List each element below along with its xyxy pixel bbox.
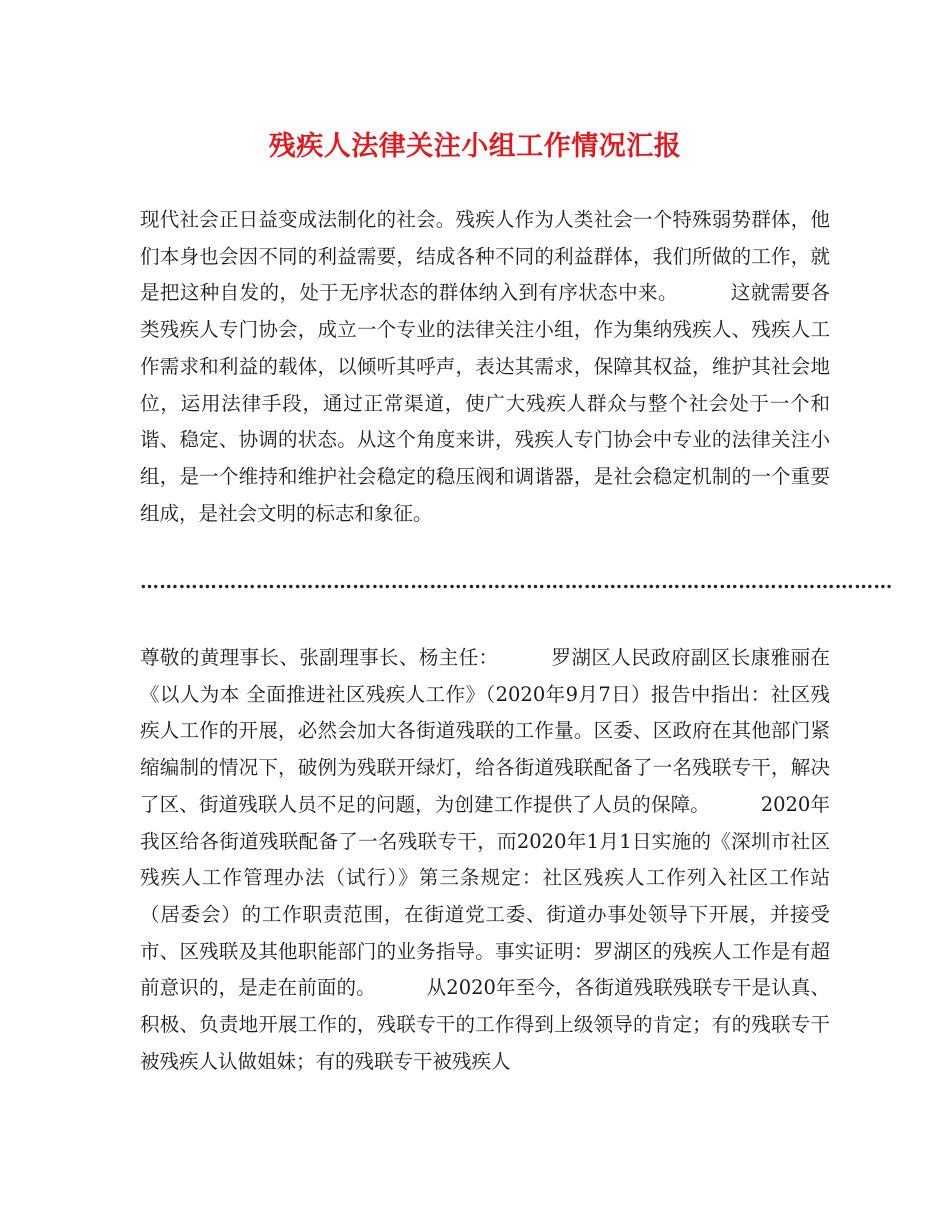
report-paragraph: 尊敬的黄理事长、张副理事长、杨主任： 罗湖区人民政府副区长康雅丽在《以人为本 全面推进社区残疾人工作》（2020年9月7日）报告中指出：社区残疾人工作的开展，必然会加大各街道残联的工作量。区委、区政府在其他部门紧缩编制的情况下，破例为残联开绿灯，给各街道残联配备了一名残联专干，解决了区、街道残联人员不足的问题，为创建工作提供了人员的保障。 2020年我区给各街道残联配备了一名残联专干，而2020年1月1日实施的《深圳市社区残疾人工作管理办法（试行）》第三条规定：社区残疾人工作列入社区工作站（居委会）的工作职责范围，在街道党工委、街道办事处领导下开展，并接受市、区残联及其他职能部门的业务指导。事实证明：罗湖区的残疾人工作是有超前意识的，是走在前面的。 从2020年至今，各街道残联残联专干是认真、积极、负责地开展工作的，残联专干的工作得到上级领导的肯定；有的残联专干被残疾人认做姐妹；有的残联专干被残疾人 bbox=[140, 646, 830, 1073]
dotted-separator: ……………………………………………………………………………………………………… bbox=[140, 571, 893, 593]
document-title: 残疾人法律关注小组工作情况汇报 bbox=[268, 131, 682, 162]
intro-paragraph: 现代社会正日益变成法制化的社会。残疾人作为人类社会一个特殊弱势群体，他们本身也会因不同的利益需要，结成各种不同的利益群体，我们所做的工作，就是把这种自发的，处于无序状态的群体纳入到有序状态中来。 这就需要各类残疾人专门协会，成立一个专业的法律关注小组，作为集纳残疾人、残疾人工作需求和利益的载体，以倾听其呼声，表达其需求，保障其权益，维护其社会地位，运用法律手段，通过正常渠道，使广大残疾人群众与整个社会处于一个和谐、稳定、协调的状态。从这个角度来讲，残疾人专门协会中专业的法律关注小组，是一个维持和维护社会稳定的稳压阀和调谐器，是社会稳定机制的一个重要组成，是社会文明的标志和象征。 bbox=[140, 208, 830, 525]
